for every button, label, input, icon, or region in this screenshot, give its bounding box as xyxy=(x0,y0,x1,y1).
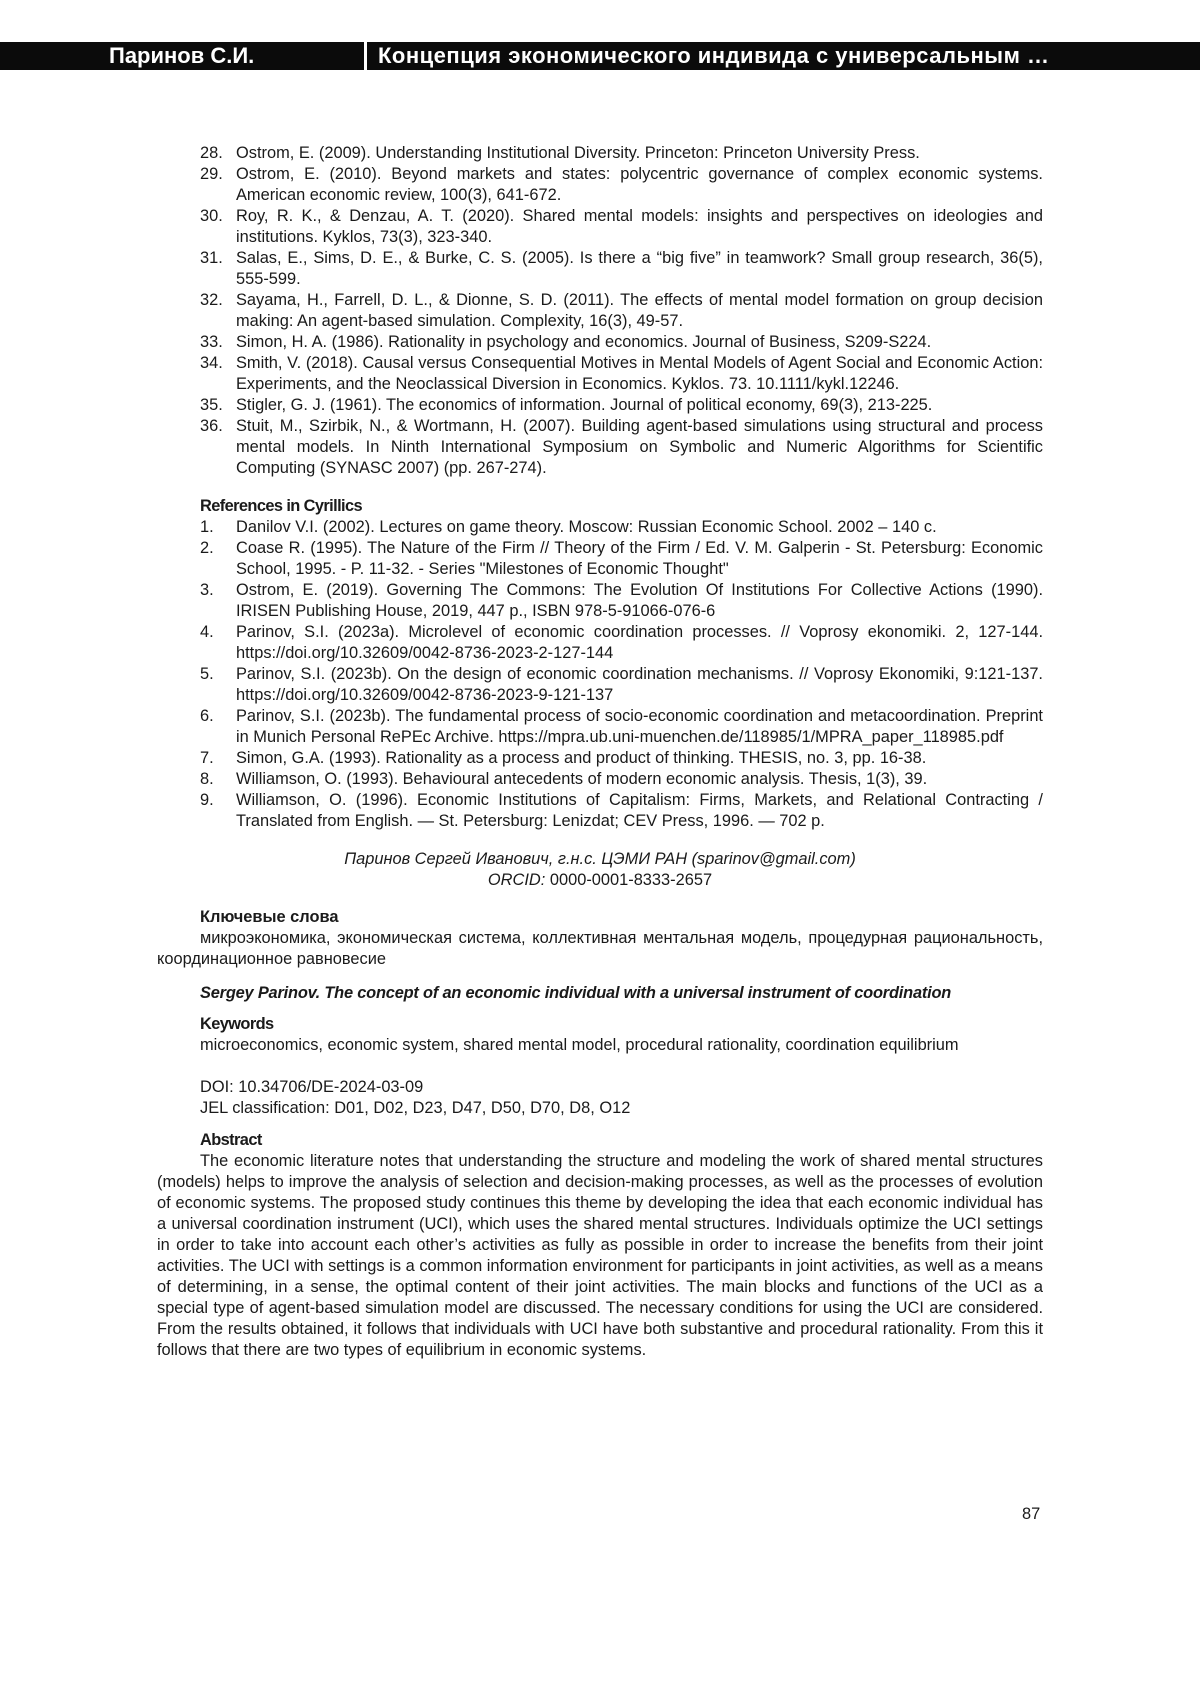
reference-list xyxy=(157,143,1043,479)
abstract-text: The economic literature notes that understanding the structure and modeling the work of shared mental structures (models) helps to improve the analysis of selection and decision-making processes, as well as the processes of evolution of economic systems. The proposed study continues this theme by developing the idea that each economic individual has a universal coordination instrument (UCI), which uses the shared mental structures. Individuals optimize the UCI settings in order to take into account each other’s activities as fully as possible in order to increase the benefits from their joint activities. The UCI with settings is a common information environment for participants in joint activities, as well as a means of determining, in a sense, the optimal content of their joint activities. The main blocks and functions of the UCI as a special type of agent-based simulation model are discussed. The necessary conditions for using the UCI are considered. From the results obtained, it follows that individuals with UCI have both substantive and procedural rationality. From this it follows that there are two types of equilibrium in economic systems. xyxy=(157,1152,1043,1359)
reference-text: Parinov, S.I. (2023a). Microlevel of economic coordination processes. // Voprosy ekonomiki. 2, 127-144. https://doi.org/10.32609/0042-8736-2023-2-127-144 xyxy=(236,623,1043,662)
reference-item xyxy=(157,706,1043,748)
orcid-value: 0000-0001-8333-2657 xyxy=(545,871,713,889)
reference-number: 29. xyxy=(200,165,223,183)
reference-text: Roy, R. K., & Denzau, A. T. (2020). Shared mental models: insights and perspectives on ideologies and institutions. Kyklos, 73(3), 323-340. xyxy=(236,207,1043,246)
header-author: Паринов С.И. xyxy=(109,43,255,68)
reference-text: Ostrom, E. (2019). Governing The Commons: The Evolution Of Institutions For Collective Actions (1990). IRISEN Publishing House, 2019, 447 p., ISBN 978-5-91066-076-6 xyxy=(236,581,1043,620)
orcid-line xyxy=(157,870,1043,891)
reference-text: Stuit, M., Szirbik, N., & Wortmann, H. (2007). Building agent-based simulations using structural and process mental models. In Ninth International Symposium on Symbolic and Numeric Algorithms for Scientific Computing (SYNASC 2007) (pp. 267-274). xyxy=(236,417,1043,477)
reference-item xyxy=(157,395,1043,416)
reference-text: Smith, V. (2018). Causal versus Consequential Motives in Mental Models of Agent Social and Economic Action: Experiments, and the Neoclassical Diversion in Economics. Kyklos. 73. 10.1111/kykl.12246. xyxy=(236,354,1043,393)
reference-text: Williamson, O. (1993). Behavioural antecedents of modern economic analysis. Thesis, 1(3), 39. xyxy=(236,770,928,788)
reference-number: 2. xyxy=(200,539,214,557)
reference-text: Sayama, H., Farrell, D. L., & Dionne, S. D. (2011). The effects of mental model formation on group decision making: An agent-based simulation. Complexity, 16(3), 49-57. xyxy=(236,291,1043,330)
reference-number: 34. xyxy=(200,354,223,372)
reference-text: Simon, H. A. (1986). Rationality in psychology and economics. Journal of Business, S209-S224. xyxy=(236,333,932,351)
cyrillic-reference-list xyxy=(157,517,1043,832)
reference-item xyxy=(157,769,1043,790)
reference-item xyxy=(157,143,1043,164)
reference-item xyxy=(157,290,1043,332)
doi-line: DOI: 10.34706/DE-2024-03-09 xyxy=(200,1078,424,1096)
reference-number: 35. xyxy=(200,396,223,414)
abstract-heading: Abstract xyxy=(200,1131,262,1149)
reference-number: 4. xyxy=(200,623,214,641)
author-affiliation: Паринов Сергей Иванович, г.н.с. ЦЭМИ РАН (sparinov@gmail.com) xyxy=(344,850,856,868)
reference-text: Danilov V.I. (2002). Lectures on game theory. Moscow: Russian Economic School. 2002 – 140 c. xyxy=(236,518,937,536)
running-header xyxy=(0,42,1200,70)
reference-number: 36. xyxy=(200,417,223,435)
keywords-en-text: microeconomics, economic system, shared mental model, procedural rationality, coordination equilibrium xyxy=(200,1036,959,1054)
reference-number: 32. xyxy=(200,291,223,309)
page-content xyxy=(157,143,1043,1361)
reference-text: Simon, G.A. (1993). Rationality as a process and product of thinking. THESIS, no. 3, pp. 16-38. xyxy=(236,749,927,767)
reference-number: 30. xyxy=(200,207,223,225)
header-divider xyxy=(364,42,367,70)
jel-line: JEL classification: D01, D02, D23, D47, D50, D70, D8, O12 xyxy=(200,1099,631,1117)
reference-item xyxy=(157,790,1043,832)
reference-number: 9. xyxy=(200,791,214,809)
orcid-label: ORCID: xyxy=(487,871,546,889)
reference-text: Williamson, O. (1996). Economic Institutions of Capitalism: Firms, Markets, and Relational Contracting / Translated from English. — St. Petersburg: Lenizdat; CEV Press, 1996. — 702 p. xyxy=(236,791,1043,830)
reference-number: 8. xyxy=(200,770,214,788)
reference-item xyxy=(157,332,1043,353)
reference-item xyxy=(157,622,1043,664)
reference-item xyxy=(157,517,1043,538)
reference-item xyxy=(157,416,1043,479)
reference-item xyxy=(157,580,1043,622)
reference-number: 3. xyxy=(200,581,214,599)
reference-text: Ostrom, E. (2010). Beyond markets and states: polycentric governance of complex economic systems. American economic review, 100(3), 641-672. xyxy=(236,165,1043,204)
reference-text: Parinov, S.I. (2023b). The fundamental process of socio-economic coordination and metacoordination. Preprint in Munich Personal RePEc Archive. https://mpra.ub.uni-muenchen.de/118985/1/MPRA_paper_118985.pdf xyxy=(236,707,1043,746)
english-article-title: Sergey Parinov. The concept of an economic individual with a universal instrument of coordination xyxy=(200,984,952,1002)
reference-number: 1. xyxy=(200,518,214,536)
keywords-ru-text: микроэкономика, экономическая система, коллективная ментальная модель, процедурная рациональность, координационное равновесие xyxy=(157,929,1043,968)
reference-number: 7. xyxy=(200,749,214,767)
reference-text: Salas, E., Sims, D. E., & Burke, C. S. (2005). Is there a “big five” in teamwork? Small group research, 36(5), 555-599. xyxy=(236,249,1043,288)
reference-item xyxy=(157,206,1043,248)
reference-item xyxy=(157,748,1043,769)
reference-item xyxy=(157,353,1043,395)
reference-item xyxy=(157,248,1043,290)
reference-number: 6. xyxy=(200,707,214,725)
keywords-en-heading: Keywords xyxy=(200,1015,274,1033)
page-number: 87 xyxy=(1022,1505,1041,1523)
reference-text: Parinov, S.I. (2023b). On the design of economic coordination mechanisms. // Voprosy Ekonomiki, 9:121-137. https://doi.org/10.32609/0042-8736-2023-9-121-137 xyxy=(236,665,1043,704)
reference-number: 31. xyxy=(200,249,223,267)
cyrillic-references-heading: References in Cyrillics xyxy=(200,497,363,515)
reference-text: Coase R. (1995). The Nature of the Firm // Theory of the Firm / Ed. V. M. Galperin - St. Petersburg: Economic School, 1995. - P. 11-32. - Series "Milestones of Economic Thought" xyxy=(236,539,1043,578)
keywords-ru-heading: Ключевые слова xyxy=(200,908,339,926)
reference-text: Ostrom, E. (2009). Understanding Institutional Diversity. Princeton: Princeton University Press. xyxy=(236,144,920,162)
header-title: Концепция экономического индивида с универсальным … xyxy=(378,43,1050,68)
reference-item xyxy=(157,164,1043,206)
reference-item xyxy=(157,664,1043,706)
reference-number: 5. xyxy=(200,665,214,683)
reference-item xyxy=(157,538,1043,580)
reference-number: 28. xyxy=(200,144,223,162)
reference-number: 33. xyxy=(200,333,223,351)
reference-text: Stigler, G. J. (1961). The economics of information. Journal of political economy, 69(3), 213-225. xyxy=(236,396,933,414)
